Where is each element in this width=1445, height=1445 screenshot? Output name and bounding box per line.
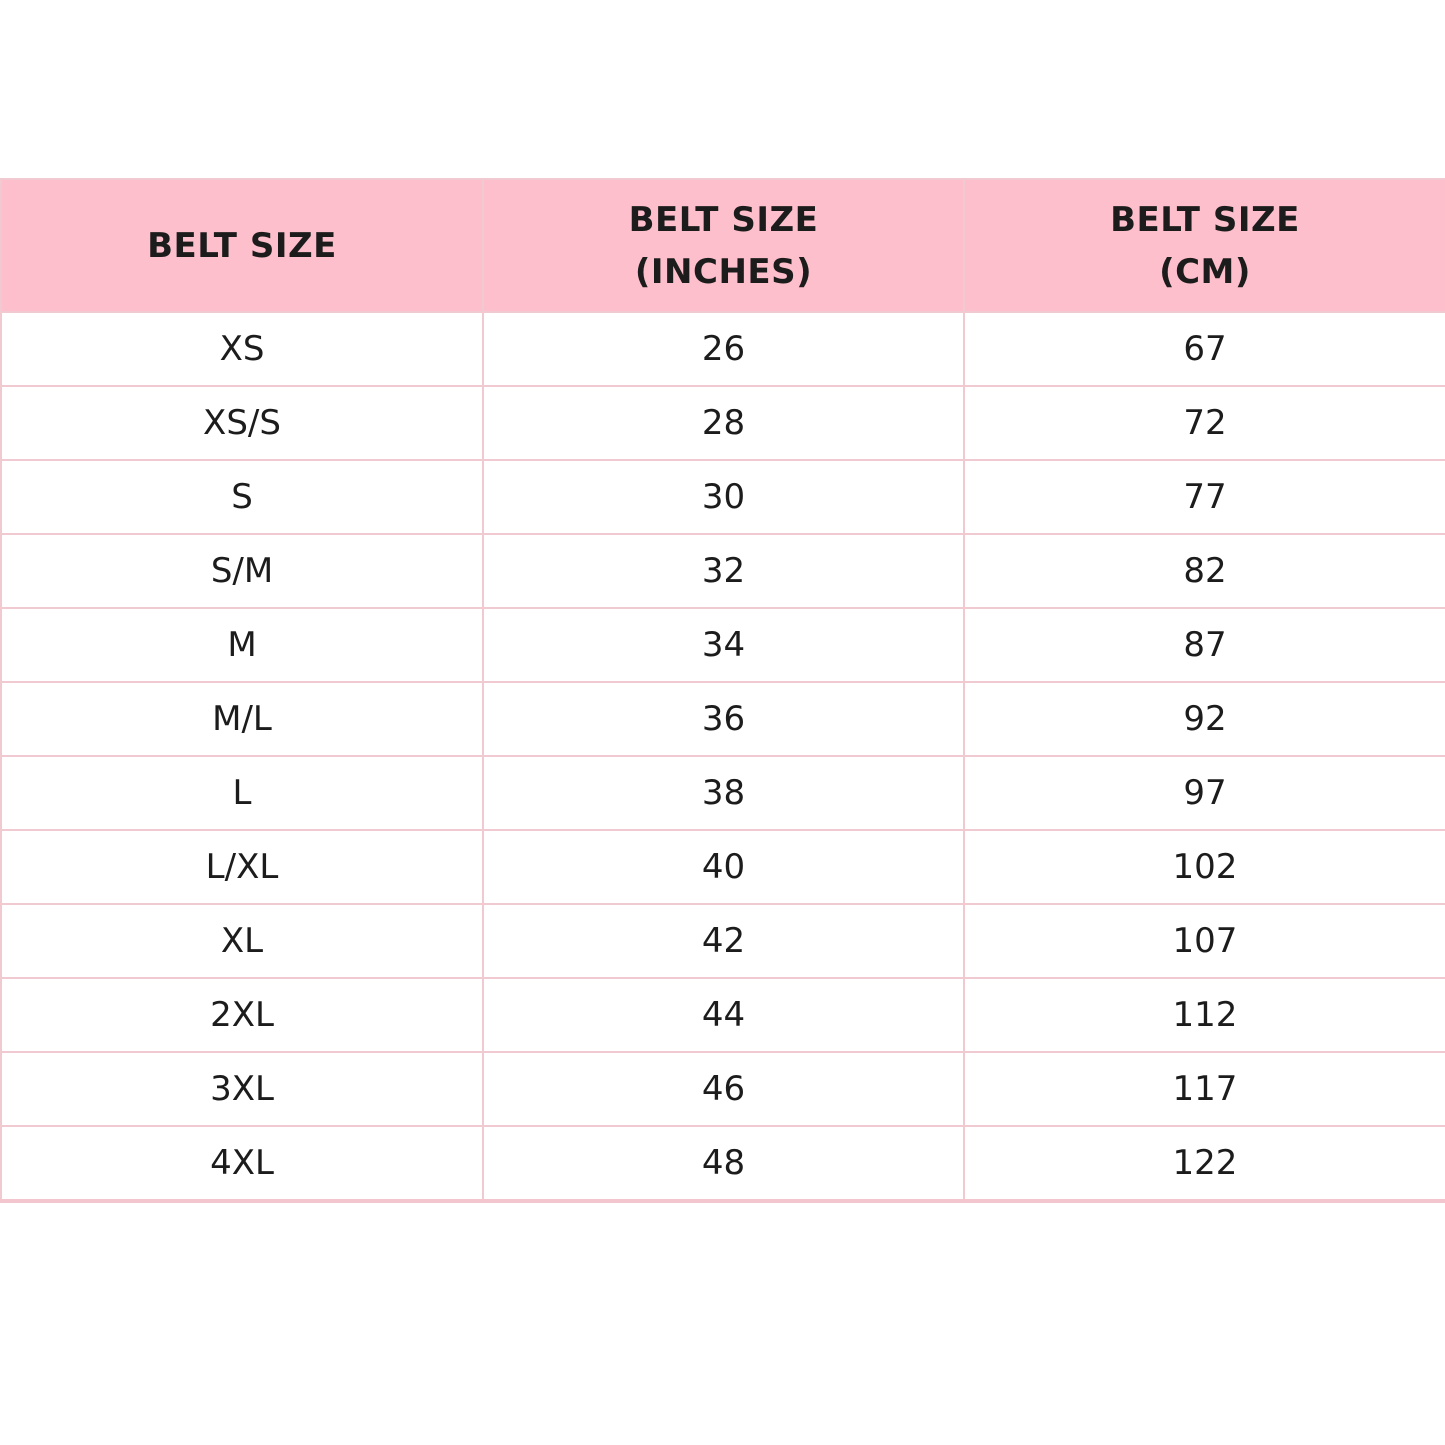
table-row: [1, 386, 1445, 460]
table-header: [1, 179, 1445, 312]
cell-cm: 77: [964, 460, 1445, 534]
cell-cm: 122: [964, 1126, 1445, 1201]
table-row: [1, 978, 1445, 1052]
table-row: [1, 1052, 1445, 1126]
cell-belt-size: XS/S: [1, 386, 483, 460]
header-inches-unit: (INCHES): [634, 251, 813, 292]
cell-belt-size: XL: [1, 904, 483, 978]
header-cm-label: BELT SIZE: [1110, 199, 1300, 240]
header-row: [1, 179, 1445, 312]
cell-belt-size: M: [1, 608, 483, 682]
table-row: [1, 312, 1445, 386]
cell-cm: 92: [964, 682, 1445, 756]
cell-cm: 107: [964, 904, 1445, 978]
cell-cm: 102: [964, 830, 1445, 904]
cell-cm: 72: [964, 386, 1445, 460]
cell-inches: 34: [483, 608, 964, 682]
table-row: [1, 1126, 1445, 1201]
cell-inches: 26: [483, 312, 964, 386]
cell-cm: 67: [964, 312, 1445, 386]
header-belt-size: [1, 179, 483, 312]
cell-belt-size: 4XL: [1, 1126, 483, 1201]
table-row: [1, 534, 1445, 608]
cell-inches: 42: [483, 904, 964, 978]
cell-inches: 40: [483, 830, 964, 904]
table-row: [1, 460, 1445, 534]
cell-inches: 30: [483, 460, 964, 534]
cell-inches: 28: [483, 386, 964, 460]
cell-inches: 36: [483, 682, 964, 756]
cell-belt-size: S/M: [1, 534, 483, 608]
header-inches-label: BELT SIZE: [628, 199, 819, 240]
table-row: [1, 682, 1445, 756]
table-row: [1, 830, 1445, 904]
table-row: [1, 756, 1445, 830]
table-row: [1, 608, 1445, 682]
header-cm-unit: (CM): [1159, 251, 1251, 292]
cell-belt-size: S: [1, 460, 483, 534]
cell-cm: 97: [964, 756, 1445, 830]
cell-inches: 46: [483, 1052, 964, 1126]
table-body: [1, 312, 1445, 1201]
cell-belt-size: M/L: [1, 682, 483, 756]
cell-belt-size: L: [1, 756, 483, 830]
table-row: [1, 904, 1445, 978]
belt-size-table: [0, 178, 1445, 1203]
header-belt-size-cm: [964, 179, 1445, 312]
cell-cm: 112: [964, 978, 1445, 1052]
cell-inches: 44: [483, 978, 964, 1052]
cell-belt-size: 3XL: [1, 1052, 483, 1126]
cell-belt-size: L/XL: [1, 830, 483, 904]
cell-cm: 87: [964, 608, 1445, 682]
cell-inches: 48: [483, 1126, 964, 1201]
cell-inches: 32: [483, 534, 964, 608]
header-belt-size-label: BELT SIZE: [147, 225, 337, 266]
cell-cm: 82: [964, 534, 1445, 608]
cell-inches: 38: [483, 756, 964, 830]
header-belt-size-inches: [483, 179, 964, 312]
cell-belt-size: 2XL: [1, 978, 483, 1052]
cell-cm: 117: [964, 1052, 1445, 1126]
cell-belt-size: XS: [1, 312, 483, 386]
